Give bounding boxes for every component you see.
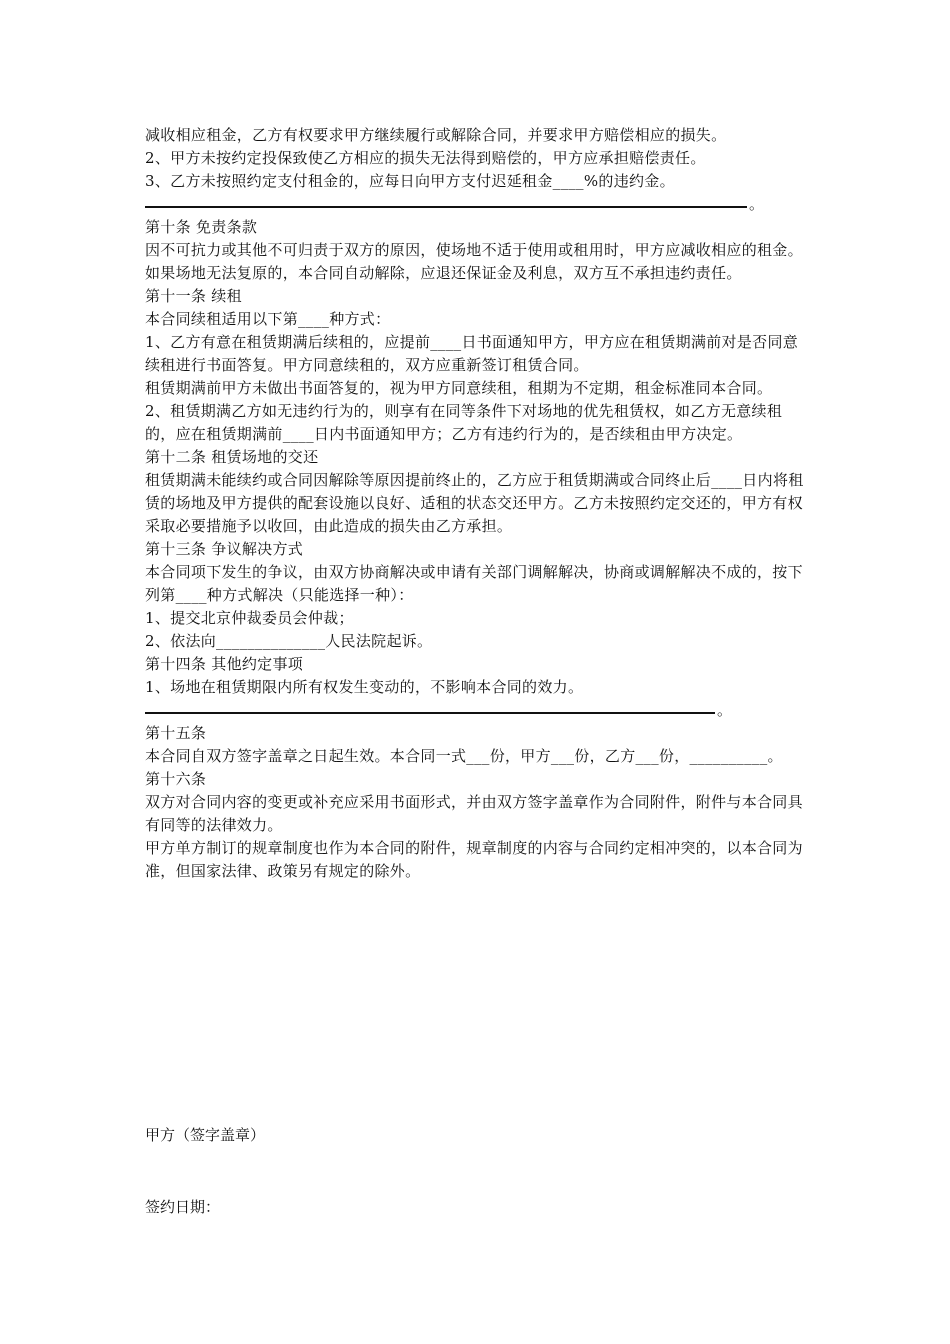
text-line: 本合同自双方签字盖章之日起生效。本合同一式___份，甲方___份，乙方___份，__________。 [145, 747, 783, 765]
text-line: 租赁期满前甲方未做出书面答复的，视为甲方同意续租，租期为不定期，租金标准同本合同。 [145, 379, 773, 397]
clause-heading: 第十五条 [145, 724, 207, 742]
text-line: 双方对合同内容的变更或补充应采用书面形式，并由双方签字盖章作为合同附件，附件与本合同具有同等的法律效力。 [145, 793, 803, 834]
text-line: 甲方单方制订的规章制度也作为本合同的附件，规章制度的内容与合同约定相冲突的，以本合同为准，但国家法律、政策另有规定的除外。 [145, 839, 803, 880]
clause-heading: 第十二条 租赁场地的交还 [145, 448, 319, 466]
clause-heading: 第十六条 [145, 770, 207, 788]
party-a-signature: 甲方（签字盖章） [145, 1126, 266, 1144]
underline [145, 712, 715, 714]
text-line: 如果场地无法复原的，本合同自动解除，应退还保证金及利息，双方互不承担违约责任。 [145, 264, 742, 282]
clause-heading: 第十四条 其他约定事项 [145, 655, 304, 673]
contract-body [145, 124, 810, 883]
signing-date: 签约日期： [145, 1198, 221, 1216]
text-line: 1、乙方有意在租赁期满后续租的，应提前____日书面通知甲方，甲方应在租赁期满前对是否同意续租进行书面答复。甲方同意续租的，双方应重新签订租赁合同。 [145, 333, 799, 374]
text-line: 3、乙方未按照约定支付租金的，应每日向甲方支付迟延租金____%的违约金。 [145, 172, 675, 190]
text-line: 减收相应租金，乙方有权要求甲方继续履行或解除合同，并要求甲方赔偿相应的损失。 [145, 126, 727, 144]
blank-rule [145, 699, 810, 722]
clause-heading: 第十一条 续租 [145, 287, 242, 305]
text-line: 1、提交北京仲裁委员会仲裁； [145, 609, 354, 627]
text-line: 1、场地在租赁期限内所有权发生变动的，不影响本合同的效力。 [145, 678, 584, 696]
rule-end: 。 [749, 195, 765, 213]
text-line: 本合同项下发生的争议，由双方协商解决或申请有关部门调解解决，协商或调解解决不成的，按下列第____种方式解决（只能选择一种）： [145, 563, 803, 604]
text-line: 本合同续租适用以下第____种方式： [145, 310, 391, 328]
rule-end: 。 [717, 701, 733, 719]
text-line: 2、租赁期满乙方如无违约行为的，则享有在同等条件下对场地的优先租赁权，如乙方无意续租的，应在租赁期满前____日内书面通知甲方；乙方有违约行为的，是否续租由甲方决定。 [145, 402, 783, 443]
text-line: 因不可抗力或其他不可归责于双方的原因，使场地不适于使用或租用时，甲方应减收相应的租金。 [145, 241, 803, 259]
text-line: 2、甲方未按约定投保致使乙方相应的损失无法得到赔偿的，甲方应承担赔偿责任。 [145, 149, 706, 167]
underline [145, 206, 747, 208]
text-line: 2、依法向______________人民法院起诉。 [145, 632, 433, 650]
clause-heading: 第十三条 争议解决方式 [145, 540, 304, 558]
blank-rule [145, 193, 810, 216]
text-line: 租赁期满未能续约或合同因解除等原因提前终止的，乙方应于租赁期满或合同终止后____日内将租赁的场地及甲方提供的配套设施以良好、适租的状态交还甲方。乙方未按照约定交还的，甲方有权采取必要措施予以收回，由此造成的损失由乙方承担。 [145, 471, 804, 535]
clause-heading: 第十条 免责条款 [145, 218, 258, 236]
